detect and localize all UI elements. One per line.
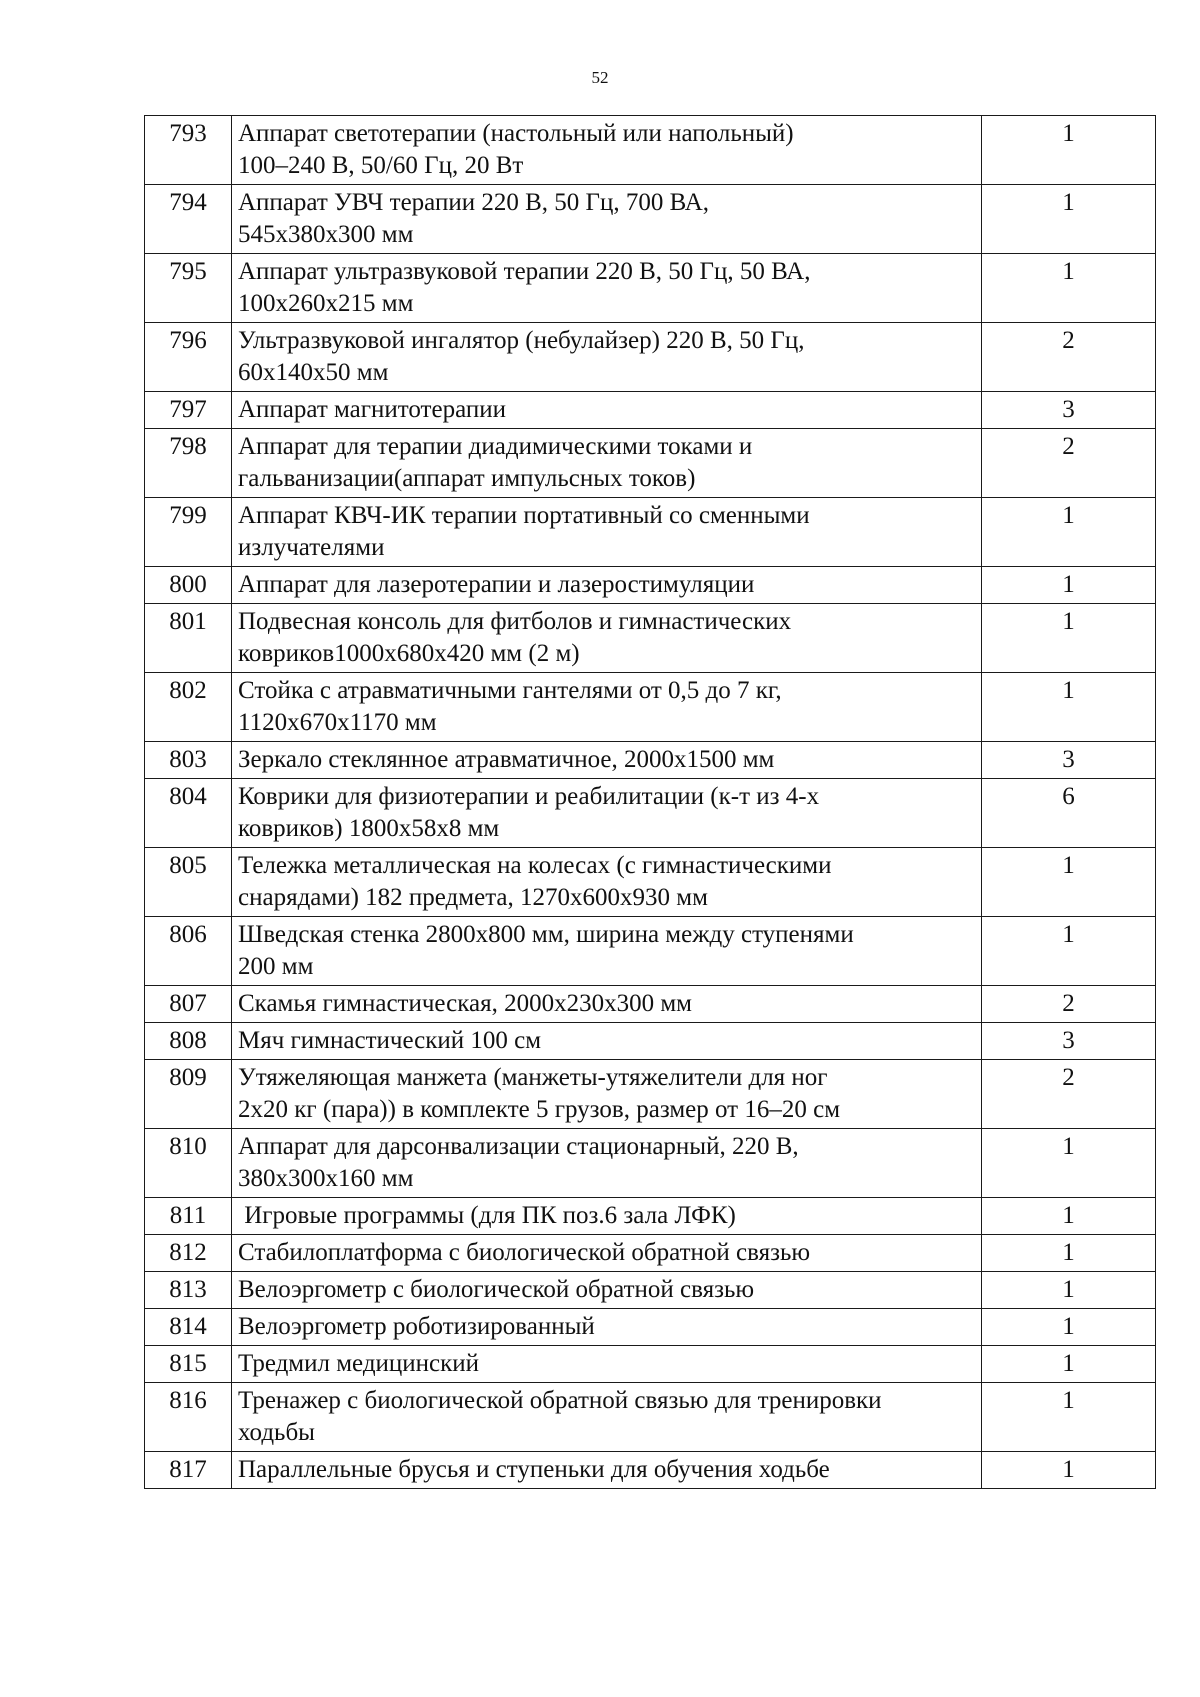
item-name: Стабилоплатформа с биологической обратной связью [232,1235,982,1272]
item-name: Аппарат КВЧ-ИК терапии портативный со сменными излучателями [232,498,982,567]
page-number: 52 [591,68,609,87]
item-number: 801 [145,604,232,673]
item-name: Тредмил медицинский [232,1346,982,1383]
item-name: Аппарат ультразвуковой терапии 220 В, 50 Гц, 50 ВА, 100х260х215 мм [232,254,982,323]
table-row [145,254,1156,323]
item-quantity: 1 [982,1129,1156,1198]
item-number: 807 [145,986,232,1023]
item-name: Шведская стенка 2800х800 мм, ширина между ступенями 200 мм [232,917,982,986]
item-number: 817 [145,1452,232,1489]
table-row [145,779,1156,848]
item-number: 809 [145,1060,232,1129]
table-row [145,1309,1156,1346]
item-quantity: 1 [982,498,1156,567]
item-name: Тренажер с биологической обратной связью для тренировки ходьбы [232,1383,982,1452]
table-row [145,986,1156,1023]
item-quantity: 1 [982,1198,1156,1235]
table-row [145,498,1156,567]
item-number: 803 [145,742,232,779]
item-quantity: 3 [982,742,1156,779]
item-number: 811 [145,1198,232,1235]
item-quantity: 1 [982,848,1156,917]
item-quantity: 1 [982,185,1156,254]
item-quantity: 1 [982,1452,1156,1489]
table-row [145,567,1156,604]
item-name: Тележка металлическая на колесах (с гимнастическими снарядами) 182 предмета, 1270х600х930 мм [232,848,982,917]
item-quantity: 1 [982,567,1156,604]
table-row [145,1272,1156,1309]
item-quantity: 1 [982,1309,1156,1346]
item-number: 812 [145,1235,232,1272]
item-name: Мяч гимнастический 100 см [232,1023,982,1060]
item-name: Утяжеляющая манжета (манжеты-утяжелители для ног 2х20 кг (пара)) в комплекте 5 грузов, размер от 16–20 см [232,1060,982,1129]
item-quantity: 1 [982,1235,1156,1272]
item-quantity: 3 [982,392,1156,429]
item-number: 800 [145,567,232,604]
item-quantity: 1 [982,604,1156,673]
item-name: Велоэргометр с биологической обратной связью [232,1272,982,1309]
item-name: Аппарат светотерапии (настольный или напольный) 100–240 В, 50/60 Гц, 20 Вт [232,116,982,185]
item-number: 808 [145,1023,232,1060]
item-number: 802 [145,673,232,742]
item-quantity: 2 [982,986,1156,1023]
item-quantity: 1 [982,1272,1156,1309]
table-row [145,848,1156,917]
item-number: 799 [145,498,232,567]
item-name: Аппарат для дарсонвализации стационарный, 220 В, 380х300х160 мм [232,1129,982,1198]
item-name: Зеркало стеклянное атравматичное, 2000х1500 мм [232,742,982,779]
item-number: 804 [145,779,232,848]
table-row [145,323,1156,392]
table-row [145,1452,1156,1489]
item-name: Велоэргометр роботизированный [232,1309,982,1346]
item-quantity: 2 [982,1060,1156,1129]
table-row [145,1198,1156,1235]
item-number: 797 [145,392,232,429]
item-name: Ультразвуковой ингалятор (небулайзер) 220 В, 50 Гц, 60х140х50 мм [232,323,982,392]
item-number: 810 [145,1129,232,1198]
table-row [145,673,1156,742]
table-row [145,1235,1156,1272]
table-row [145,1129,1156,1198]
item-number: 795 [145,254,232,323]
table-row [145,742,1156,779]
equipment-table [144,115,1156,1489]
item-quantity: 1 [982,254,1156,323]
item-quantity: 1 [982,1346,1156,1383]
table-row [145,116,1156,185]
item-name: Подвесная консоль для фитболов и гимнастических ковриков1000х680х420 мм (2 м) [232,604,982,673]
item-name: Игровые программы (для ПК поз.6 зала ЛФК) [232,1198,982,1235]
item-quantity: 1 [982,917,1156,986]
item-quantity: 1 [982,1383,1156,1452]
table-row [145,917,1156,986]
item-name: Аппарат для терапии диадимическими токами и гальванизации(аппарат импульсных токов) [232,429,982,498]
item-number: 813 [145,1272,232,1309]
item-number: 798 [145,429,232,498]
item-number: 794 [145,185,232,254]
table-row [145,392,1156,429]
item-quantity: 6 [982,779,1156,848]
table-row [145,604,1156,673]
item-name: Стойка с атравматичными гантелями от 0,5 до 7 кг, 1120х670х1170 мм [232,673,982,742]
item-quantity: 2 [982,429,1156,498]
item-name: Коврики для физиотерапии и реабилитации (к-т из 4-х ковриков) 1800х58х8 мм [232,779,982,848]
item-quantity: 2 [982,323,1156,392]
table-row [145,1346,1156,1383]
table-row [145,1060,1156,1129]
item-name: Аппарат УВЧ терапии 220 В, 50 Гц, 700 ВА, 545х380х300 мм [232,185,982,254]
item-number: 814 [145,1309,232,1346]
item-number: 805 [145,848,232,917]
item-number: 796 [145,323,232,392]
table-row [145,429,1156,498]
item-quantity: 3 [982,1023,1156,1060]
item-number: 815 [145,1346,232,1383]
item-name: Аппарат магнитотерапии [232,392,982,429]
table-row [145,1023,1156,1060]
item-number: 806 [145,917,232,986]
item-name: Параллельные брусья и ступеньки для обучения ходьбе [232,1452,982,1489]
item-name: Скамья гимнастическая, 2000х230х300 мм [232,986,982,1023]
item-number: 793 [145,116,232,185]
item-name: Аппарат для лазеротерапии и лазеростимуляции [232,567,982,604]
item-quantity: 1 [982,673,1156,742]
item-number: 816 [145,1383,232,1452]
table-row [145,1383,1156,1452]
table-row [145,185,1156,254]
equipment-table-body [145,116,1156,1489]
item-quantity: 1 [982,116,1156,185]
